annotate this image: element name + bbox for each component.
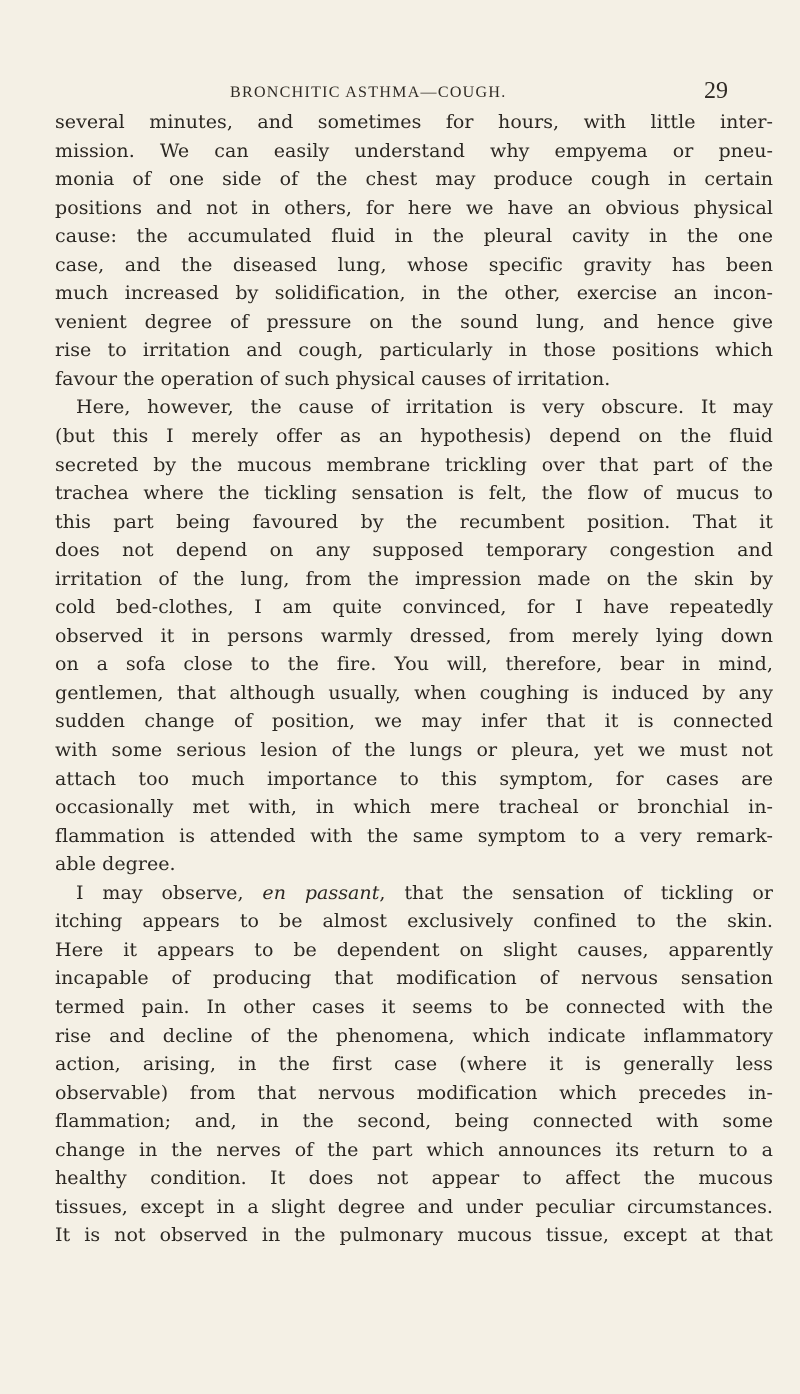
- running-title: BRONCHITIC ASTHMA—COUGH.: [230, 84, 507, 101]
- text-line: tissues, except in a slight degree and under peculiar circumstances.: [55, 1195, 773, 1218]
- text-line: action, arising, in the first case (where it is generally less: [55, 1053, 773, 1076]
- text-fragment: , that the sensation of tickling or: [379, 881, 773, 904]
- text-line: case, and the diseased lung, whose specific gravity has been: [55, 253, 773, 276]
- text-line: does not depend on any supposed temporary congestion and: [55, 539, 773, 562]
- text-line: attach too much importance to this symptom, for cases are: [55, 767, 773, 790]
- text-line: healthy condition. It does not appear to affect the mucous: [55, 1167, 773, 1190]
- text-line: termed pain. In other cases it seems to be connected with the: [55, 995, 773, 1018]
- text-line: occasionally met with, in which mere tracheal or bronchial in-: [55, 796, 773, 819]
- body-text: [55, 108, 773, 1250]
- text-line: itching appears to be almost exclusively confined to the skin.: [55, 910, 773, 933]
- text-line: favour the operation of such physical causes of irritation.: [55, 367, 611, 390]
- text-line: rise to irritation and cough, particularly in those positions which: [55, 339, 773, 362]
- text-line: change in the nerves of the part which announces its return to a: [55, 1138, 773, 1161]
- text-line: irritation of the lung, from the impression made on the skin by: [55, 567, 773, 590]
- text-line: cold bed-clothes, I am quite convinced, for I have repeatedly: [55, 596, 773, 619]
- text-line: Here it appears to be dependent on slight causes, apparently: [55, 938, 773, 961]
- running-head: [0, 78, 800, 108]
- text-line: this part being favoured by the recumbent position. That it: [55, 510, 773, 533]
- text-line: [55, 879, 773, 908]
- text-line: trachea where the tickling sensation is felt, the flow of mucus to: [55, 482, 773, 505]
- page-number: 29: [704, 78, 728, 104]
- text-line: It is not observed in the pulmonary mucous tissue, except at that: [55, 1224, 773, 1247]
- text-line: with some serious lesion of the lungs or pleura, yet we must not: [55, 739, 773, 762]
- text-fragment: I may observe,: [76, 881, 263, 904]
- text-line: able degree.: [55, 853, 176, 876]
- text-line: gentlemen, that although usually, when coughing is induced by any: [55, 681, 773, 704]
- text-line: Here, however, the cause of irritation is very obscure. It may: [76, 396, 773, 419]
- text-line: incapable of producing that modification of nervous sensation: [55, 967, 773, 990]
- text-line: rise and decline of the phenomena, which indicate inflammatory: [55, 1024, 773, 1047]
- text-line: (but this I merely offer as an hypothesis) depend on the fluid: [55, 425, 773, 448]
- text-line: venient degree of pressure on the sound lung, and hence give: [55, 310, 773, 333]
- text-line: several minutes, and sometimes for hours, with little inter-: [55, 111, 773, 133]
- text-line: observable) from that nervous modification which precedes in-: [55, 1081, 773, 1104]
- text-line: cause: the accumulated fluid in the pleural cavity in the one: [55, 225, 773, 248]
- text-line: much increased by solidification, in the other, exercise an incon-: [55, 282, 773, 305]
- italic-phrase: en passant: [262, 881, 380, 904]
- text-line: secreted by the mucous membrane trickling over that part of the: [55, 453, 773, 476]
- text-line: flammation is attended with the same symptom to a very remark-: [55, 824, 773, 847]
- text-line: flammation; and, in the second, being connected with some: [55, 1110, 773, 1133]
- text-line: on a sofa close to the fire. You will, therefore, bear in mind,: [55, 653, 773, 676]
- text-line: observed it in persons warmly dressed, from merely lying down: [55, 624, 773, 647]
- text-line: sudden change of position, we may infer that it is connected: [55, 710, 773, 733]
- text-line: monia of one side of the chest may produce cough in certain: [55, 168, 773, 191]
- text-line: positions and not in others, for here we have an obvious physical: [55, 196, 773, 219]
- text-line: mission. We can easily understand why empyema or pneu-: [55, 139, 773, 162]
